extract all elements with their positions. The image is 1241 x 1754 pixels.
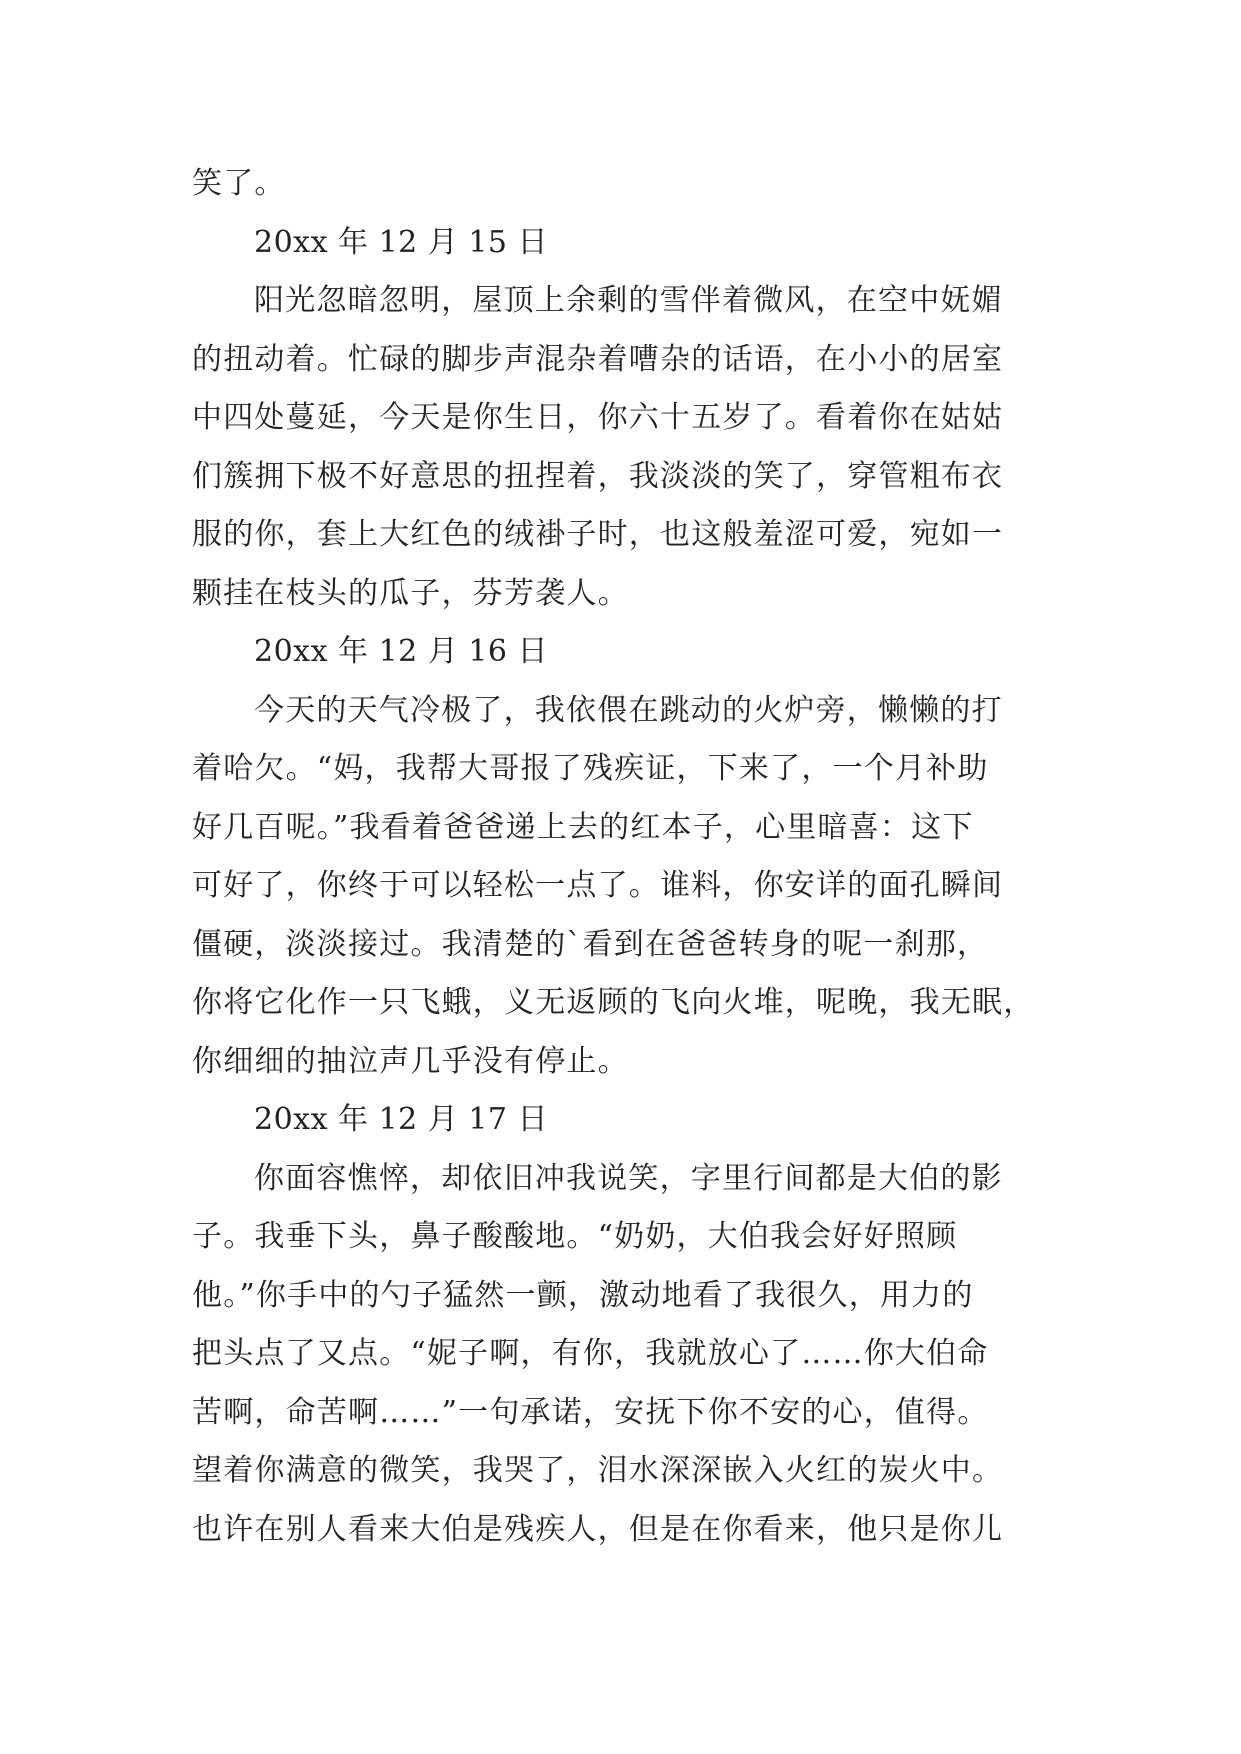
text-line: 好几百呢。”我看着爸爸递上去的红本子，心里暗喜：这下	[192, 809, 974, 845]
text-line: 的扭动着。忙碌的脚步声混杂着嘈杂的话语，在小小的居室	[192, 341, 1004, 377]
paragraph-first-line: 阳光忽暗忽明，屋顶上余剩的雪伴着微风，在空中妩媚	[254, 283, 1003, 318]
text-line: 苦啊，命苦啊……”一句承诺，安抚下你不安的心，值得。	[192, 1394, 989, 1430]
text-line: 你细细的抽泣声几乎没有停止。	[192, 1043, 629, 1079]
document-body	[192, 155, 1062, 1559]
text-line: 服的你，套上大红色的绒褂子时，也这般羞涩可爱，宛如一	[192, 517, 1004, 552]
paragraph-first-line: 你面容憔悴，却依旧冲我说笑，字里行间都是大伯的影	[254, 1160, 1003, 1196]
paragraph-first-line: 今天的天气冷极了，我依偎在跳动的火炉旁，懒懒的打	[254, 692, 1003, 728]
text-line: 子。我垂下头，鼻子酸酸地。“奶奶，大伯我会好好照顾	[192, 1219, 958, 1254]
text-line: 们簇拥下极不好意思的扭捏着，我淡淡的笑了，穿管粗布衣	[192, 458, 1004, 494]
text-line: 他。”你手中的勺子猛然一颤，激动地看了我很久，用力的	[192, 1277, 974, 1313]
diary-date: 20xx 年 12 月 17 日	[254, 1102, 549, 1137]
text-line: 着哈欠。“妈，我帮大哥报了残疾证，下来了，一个月补助	[192, 751, 989, 786]
diary-date: 20xx 年 12 月 15 日	[254, 224, 549, 260]
text-line: 也许在别人看来大伯是残疾人，但是在你看来，他只是你儿	[192, 1511, 1004, 1547]
text-line: 中四处蔓延，今天是你生日，你六十五岁了。看着你在姑姑	[192, 400, 1004, 435]
diary-date: 20xx 年 12 月 16 日	[254, 634, 549, 669]
text-line: 颗挂在枝头的瓜子，芬芳袭人。	[192, 575, 629, 611]
text-line: 你将它化作一只飞蛾，义无返顾的飞向火堆，呢晚，我无眠，	[192, 985, 1035, 1020]
text-line: 可好了，你终于可以轻松一点了。谁料，你安详的面孔瞬间	[192, 868, 1004, 903]
text-line: 把头点了又点。“妮子啊，有你，我就放心了……你大伯命	[192, 1336, 989, 1371]
text-line: 望着你满意的微笑，我哭了，泪水深深嵌入火红的炭火中。	[192, 1453, 1004, 1488]
text-line: 僵硬，淡淡接过。我清楚的`看到在爸爸转身的呢一刹那，	[192, 926, 989, 962]
text-line: 笑了。	[192, 166, 286, 201]
